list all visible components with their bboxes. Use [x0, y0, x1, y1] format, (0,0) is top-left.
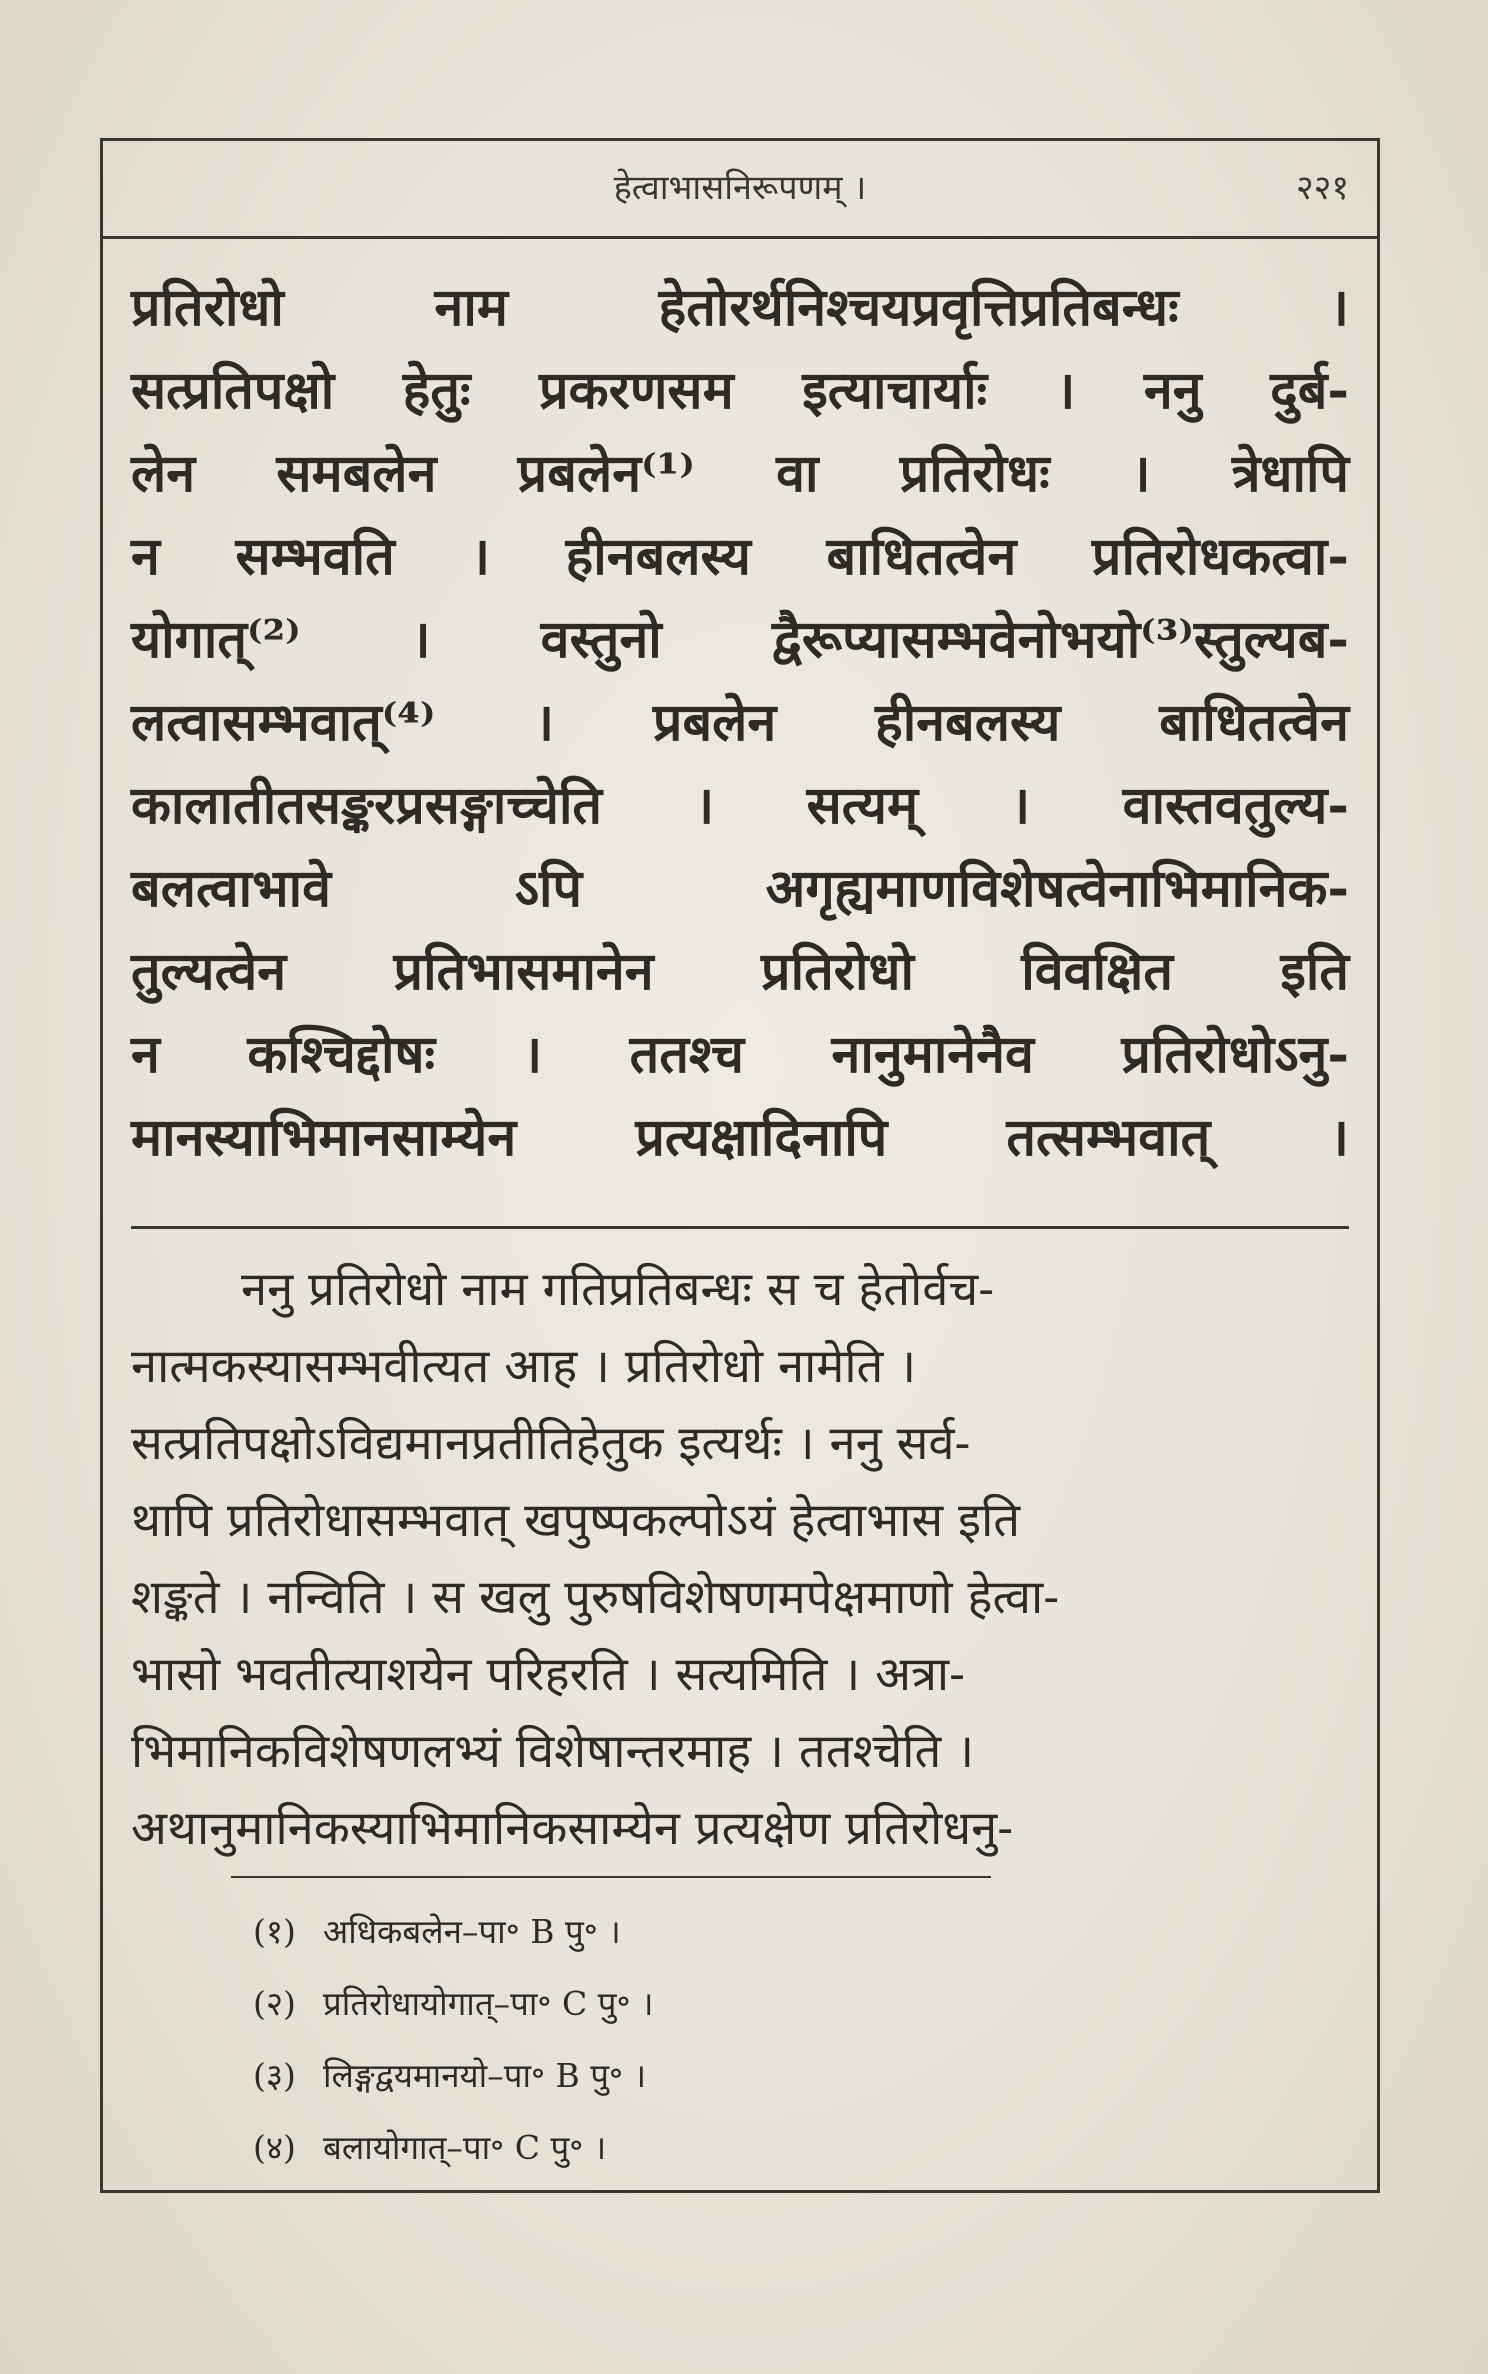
commentary-line: शङ्कते । नन्विति । स खलु पुरुषविशेषणमपेक्षमाणो हेत्वा-	[131, 1570, 1060, 1625]
footnote	[253, 2040, 654, 2112]
root-text-line: कालातीतसङ्करप्रसङ्गाच्चेति । सत्यम् । वास्तवतुल्य-	[131, 775, 1349, 836]
footnote	[253, 1968, 654, 2040]
footnote-marker: (३)	[253, 2056, 296, 2095]
root-text-line: न सम्भवति । हीनबलस्य बाधितत्वेन प्रतिरोधकत्वा-	[131, 526, 1349, 587]
footnote	[253, 2112, 654, 2184]
root-text-line: न कश्चिद्दोषः । ततश्च नानुमानेनैव प्रतिरोधोऽनु-	[131, 1024, 1349, 1085]
root-text-line: लेन समबलेन प्रबलेन⁽¹⁾ वा प्रतिरोधः । त्रेधापि	[131, 443, 1349, 504]
commentary-text	[131, 1251, 1349, 1867]
footnote-text: प्रतिरोधायोगात्–पा॰ C पु॰ ।	[323, 1984, 654, 2023]
root-text	[131, 266, 1349, 1179]
root-text-line: बलत्वाभावे ऽपि अगृह्यमाणविशेषत्वेनाभिमानिक-	[131, 858, 1349, 919]
footnote-rule	[231, 1876, 991, 1878]
footnote-marker: (४)	[253, 2128, 296, 2167]
commentary-line: भिमानिकविशेषणलभ्यं विशेषान्तरमाह । ततश्चेति ।	[131, 1724, 975, 1779]
commentary-line: अथानुमानिकस्याभिमानिकसाम्येन प्रत्यक्षेण प्रतिरोधनु-	[131, 1801, 1014, 1856]
root-text-line: सत्प्रतिपक्षो हेतुः प्रकरणसम इत्याचार्याः । ननु दुर्ब-	[131, 360, 1349, 421]
footnote-marker: (१)	[253, 1912, 296, 1951]
root-text-line: लत्वासम्भवात्⁽⁴⁾ । प्रबलेन हीनबलस्य बाधितत्वेन	[131, 692, 1349, 753]
commentary-line: नात्मकस्यासम्भवीत्यत आह । प्रतिरोधो नामेति ।	[131, 1339, 917, 1394]
footnote	[253, 1896, 654, 1968]
root-text-line: प्रतिरोधो नाम हेतोरर्थनिश्चयप्रवृत्तिप्रतिबन्धः ।	[131, 277, 1349, 338]
commentary-line: भासो भवतीत्याशयेन परिहरति । सत्यमिति । अत्रा-	[131, 1647, 965, 1702]
running-title: हेत्वाभासनिरूपणम् ।	[613, 168, 867, 208]
root-text-line: तुल्यत्वेन प्रतिभासमानेन प्रतिरोधो विवक्षित इति	[131, 941, 1349, 1002]
footnote-text: बलायोगात्–पा॰ C पु॰ ।	[323, 2128, 607, 2167]
section-divider	[131, 1226, 1349, 1229]
root-text-line: मानस्याभिमानसाम्येन प्रत्यक्षादिनापि तत्सम्भवात् ।	[131, 1107, 1349, 1168]
footnote-text: अधिकबलेन–पा॰ B पु॰ ।	[323, 1912, 621, 1951]
commentary-line: ननु प्रतिरोधो नाम गतिप्रतिबन्धः स च हेतोर्वच-	[241, 1262, 995, 1317]
footnote-text: लिङ्गद्वयमानयो–पा॰ B पु॰ ।	[323, 2056, 647, 2095]
footnote-marker: (२)	[253, 1984, 296, 2023]
footnotes	[253, 1896, 654, 2184]
page-header	[103, 141, 1377, 239]
page-number: २२१	[1295, 168, 1349, 208]
commentary-line: सत्प्रतिपक्षोऽविद्यमानप्रतीतिहेतुक इत्यर्थः । ननु सर्व-	[131, 1416, 971, 1471]
root-text-line: योगात्⁽²⁾ । वस्तुनो द्वैरूप्यासम्भवेनोभयो⁽³⁾स्तुल्यब-	[131, 609, 1349, 670]
commentary-line: थापि प्रतिरोधासम्भवात् खपुष्पकल्पोऽयं हेत्वाभास इति	[131, 1493, 1021, 1548]
page-frame	[100, 138, 1380, 2193]
